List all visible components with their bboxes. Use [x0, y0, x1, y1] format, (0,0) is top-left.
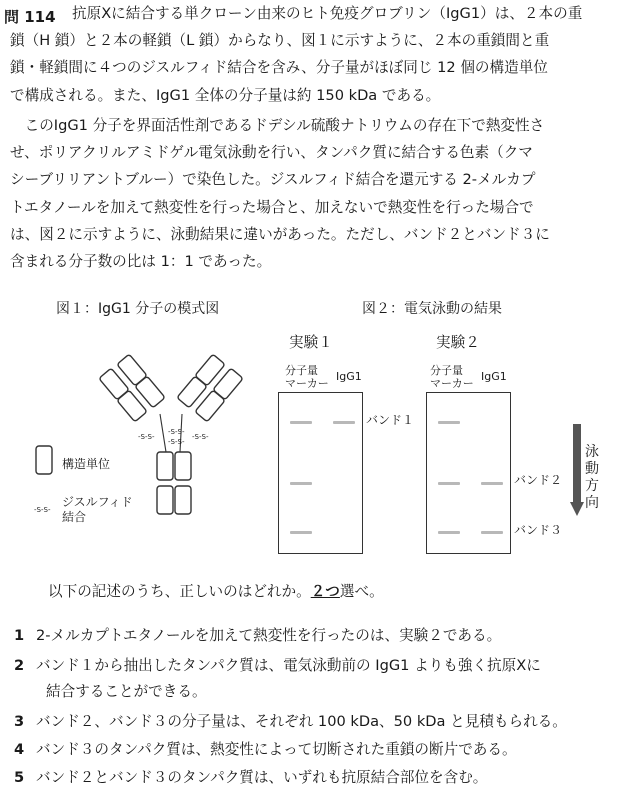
text-line: 鎖（H 鎖）と２本の軽鎖（L 鎖）からなり、図１に示すように、２本の重鎖間と重 [10, 32, 550, 50]
legend-ss-symbol: -S-S- [34, 506, 51, 514]
option-3[interactable] [14, 710, 567, 731]
legend-unit-label: 構造単位 [62, 457, 111, 471]
legend-unit-icon [36, 446, 52, 474]
marker-band [290, 482, 312, 485]
exp1-marker-label [285, 364, 329, 390]
direction-char: 方 [585, 478, 599, 494]
ss-bond-label: -S-S- [168, 428, 185, 436]
marker-band [438, 531, 460, 534]
figure2-title: 図２：電気泳動の結果 [362, 301, 502, 317]
marker-band [438, 482, 460, 485]
migration-direction-label [584, 444, 600, 512]
question-paragraph-2 [10, 112, 622, 275]
exp2-marker-label [430, 364, 474, 390]
gel-experiment1 [278, 392, 363, 554]
gel-experiment2 [426, 392, 511, 554]
marker-band [438, 421, 460, 424]
option-text: バンド１から抽出したタンパク質は、電気泳動前の IgG1 よりも強く抗原Xに [36, 657, 541, 674]
option-number: 3 [14, 713, 25, 730]
direction-char: 泳 [585, 444, 599, 460]
text-line: このIgG1 分子を界面活性剤であるドデシル硫酸ナトリウムの存在下で熱変性さ [10, 117, 545, 134]
text-line: トエタノールを加えて熱変性を行った場合と、加えないで熱変性を行った場合で [10, 198, 534, 216]
band1-label: バンド１ [366, 413, 415, 427]
exp1-igg1-label: IgG1 [336, 370, 362, 383]
band3-label: バンド３ [514, 523, 563, 537]
exp2-igg1-label: IgG1 [481, 370, 507, 383]
option-text: バンド３のタンパク質は、熱変性によって切断された重鎖の断片である。 [36, 741, 517, 758]
igg1-band-2 [481, 482, 503, 485]
option-number: 2 [14, 657, 25, 674]
marker-label-line2: マーカー [285, 377, 329, 390]
text-line: 含まれる分子数の比は 1：1 であった。 [10, 253, 272, 271]
option-2-continuation: 結合することができる。 [46, 683, 207, 700]
direction-char: 動 [585, 461, 599, 477]
option-text: バンド２とバンド３のタンパク質は、いずれも抗原結合部位を含む。 [36, 769, 488, 786]
option-text: 2-メルカプトエタノールを加えて熱変性を行ったのは、実験２である。 [36, 627, 502, 644]
igg1-band-1 [333, 421, 355, 424]
migration-arrow-icon [570, 424, 584, 516]
marker-label-line1: 分子量 [285, 364, 318, 377]
text-line: シーブリリアントブルー）で染色した。ジスルフィド結合を還元する 2-メルカプ [10, 171, 536, 189]
structural-unit [175, 452, 191, 480]
instruction-text-end: 選べ。 [339, 583, 384, 600]
text-line: は、図２に示すように、泳動結果に違いがあった。ただし、バンド２とバンド３に [10, 225, 550, 243]
option-2[interactable] [14, 654, 541, 675]
marker-band [290, 421, 312, 424]
structural-unit [157, 486, 173, 514]
option-1[interactable] [14, 624, 501, 645]
ss-bond-label: -S-S- [168, 438, 185, 446]
question-paragraph-1 [10, 0, 622, 109]
option-4[interactable] [14, 738, 517, 759]
option-5[interactable] [14, 766, 487, 787]
text-line: で構成される。また、IgG1 全体の分子量は約 150 kDa である。 [10, 86, 441, 104]
ss-bond-label: -S-S- [138, 433, 155, 441]
option-number: 5 [14, 769, 25, 786]
ss-bond-label: -S-S- [192, 433, 209, 441]
structural-unit [157, 452, 173, 480]
marker-band [290, 531, 312, 534]
igg1-band-3 [481, 531, 503, 534]
figure1-title: 図１：IgG1 分子の模式図 [56, 301, 220, 317]
legend-ss-label-line2: 結合 [62, 510, 87, 524]
question-number: 問 114 [4, 8, 56, 26]
marker-label-line2: マーカー [430, 377, 474, 390]
experiment2-label: 実験２ [436, 334, 480, 351]
instruction [48, 580, 384, 601]
band2-label: バンド２ [514, 473, 563, 487]
instruction-text: 以下の記述のうち、正しいのはどれか。 [48, 583, 311, 600]
direction-char: 向 [585, 495, 599, 511]
marker-label-line1: 分子量 [430, 364, 463, 377]
experiment1-label: 実験１ [289, 334, 333, 351]
igg1-schematic [0, 340, 270, 540]
text-line: 鎖・軽鎖間に４つのジスルフィド結合を含み、分子量がほぼ同じ 12 個の構造単位 [10, 59, 548, 77]
legend-ss-label-line1: ジスルフィド [62, 495, 133, 509]
option-number: 1 [14, 627, 25, 644]
text-line: せ、ポリアクリルアミドゲル電気泳動を行い、タンパク質に結合する色素（クマ [10, 144, 533, 162]
option-number: 4 [14, 741, 25, 758]
instruction-emphasis: ２つ [310, 583, 340, 600]
option-text: バンド２、バンド３の分子量は、それぞれ 100 kDa、50 kDa と見積もられる。 [36, 713, 567, 730]
text-line: 抗原Xに結合する単クローン由来のヒト免疫グロブリン（IgG1）は、２本の重 [72, 5, 583, 22]
structural-unit [175, 486, 191, 514]
